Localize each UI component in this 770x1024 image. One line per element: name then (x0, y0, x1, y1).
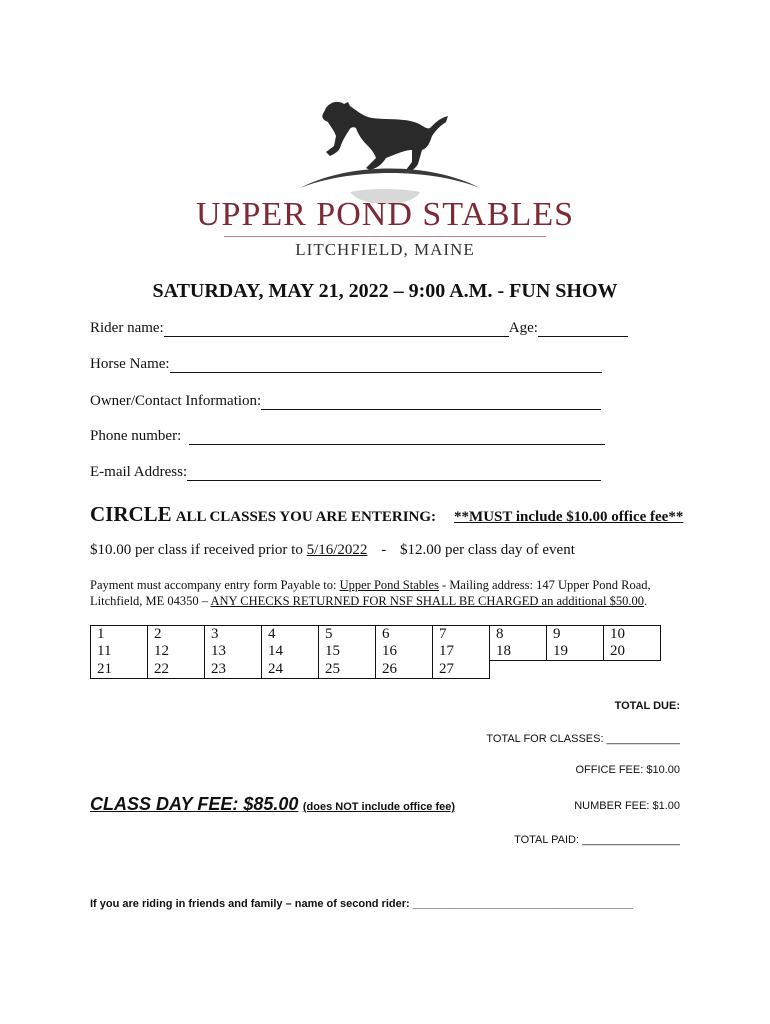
class-cell[interactable]: 27 (433, 661, 490, 679)
class-day-fee-label: CLASS DAY FEE: $85.00 (90, 794, 299, 814)
table-row (91, 643, 661, 661)
class-day-fee (90, 794, 455, 815)
second-rider-field[interactable]: If you are riding in friends and family – name of second rider: ____________________________________ (90, 898, 633, 910)
class-cell[interactable]: 21 (91, 661, 148, 679)
payment-text-1: Payment must accompany entry form Payable to: (90, 578, 337, 592)
class-cell[interactable]: 13 (205, 643, 262, 661)
classes-table (90, 625, 661, 679)
rider-name-label: Rider name: (90, 320, 164, 336)
horse-logo-icon (290, 92, 490, 212)
class-cell[interactable]: 7 (433, 626, 490, 644)
age-field[interactable] (538, 321, 628, 337)
class-cell[interactable]: 8 (490, 626, 547, 644)
owner-contact-label: Owner/Contact Information: (90, 393, 262, 409)
owner-contact-row (90, 393, 601, 410)
class-cell[interactable]: 20 (604, 643, 661, 661)
empty-cell (490, 661, 547, 679)
horse-name-label: Horse Name: (90, 356, 170, 372)
payment-end: . (643, 594, 648, 608)
class-cell[interactable]: 19 (547, 643, 604, 661)
class-cell[interactable]: 10 (604, 626, 661, 644)
total-for-classes: TOTAL FOR CLASSES: ____________ (486, 733, 680, 745)
class-cell[interactable]: 25 (319, 661, 376, 679)
table-row (91, 626, 661, 644)
payable-to-name: Upper Pond Stables (339, 578, 439, 592)
brand-divider (224, 236, 546, 237)
office-fee: OFFICE FEE: $10.00 (575, 764, 680, 776)
class-cell[interactable]: 23 (205, 661, 262, 679)
phone-label: Phone number: (90, 428, 182, 444)
number-fee: NUMBER FEE: $1.00 (574, 800, 680, 812)
email-row (90, 464, 601, 481)
early-price-text: $10.00 per class if received prior to (90, 542, 303, 558)
day-of-price-text: $12.00 per class day of event (399, 542, 575, 558)
payment-text-2: - Mailing address: 147 Upper Pond Road, Litchfield, ME 04350 – (90, 578, 651, 608)
class-cell[interactable]: 4 (262, 626, 319, 644)
class-cell[interactable]: 17 (433, 643, 490, 661)
class-cell[interactable]: 11 (91, 643, 148, 661)
class-cell[interactable]: 16 (376, 643, 433, 661)
phone-row (90, 428, 605, 445)
horse-name-field[interactable] (170, 357, 602, 373)
circle-label: CIRCLE (90, 502, 172, 526)
classes-entering-label: ALL CLASSES YOU ARE ENTERING: (175, 509, 437, 525)
empty-cell (547, 661, 604, 679)
pricing-row (90, 542, 575, 559)
class-cell[interactable]: 5 (319, 626, 376, 644)
owner-contact-field[interactable] (261, 394, 601, 410)
class-day-fee-note: (does NOT include office fee) (302, 801, 456, 813)
office-fee-requirement: **MUST include $10.00 office fee** (454, 509, 684, 525)
class-cell[interactable]: 2 (148, 626, 205, 644)
class-cell[interactable]: 24 (262, 661, 319, 679)
class-cell[interactable]: 9 (547, 626, 604, 644)
class-cell[interactable]: 6 (376, 626, 433, 644)
horse-name-row (90, 356, 602, 373)
class-cell[interactable]: 3 (205, 626, 262, 644)
class-cell[interactable]: 1 (91, 626, 148, 644)
rider-name-field[interactable] (164, 321, 509, 337)
payment-instructions (90, 577, 690, 609)
nsf-warning: ANY CHECKS RETURNED FOR NSF SHALL BE CHARGED an additional $50.00 (210, 594, 644, 608)
brand-location: LITCHFIELD, MAINE (295, 240, 475, 259)
early-deadline-date: 5/16/2022 (306, 542, 368, 558)
email-field[interactable] (187, 465, 601, 481)
phone-field[interactable] (189, 429, 605, 445)
rider-name-row (90, 320, 628, 337)
age-label: Age: (508, 320, 538, 336)
circle-classes-row (90, 502, 683, 527)
class-cell[interactable]: 14 (262, 643, 319, 661)
class-cell[interactable]: 22 (148, 661, 205, 679)
class-cell[interactable]: 12 (148, 643, 205, 661)
total-due-label: TOTAL DUE: (614, 700, 680, 712)
class-cell[interactable]: 26 (376, 661, 433, 679)
brand-name: UPPER POND STABLES (195, 196, 575, 233)
total-paid: TOTAL PAID: ________________ (514, 834, 680, 846)
class-cell[interactable]: 15 (319, 643, 376, 661)
pricing-separator: - (381, 542, 387, 558)
email-label: E-mail Address: (90, 464, 188, 480)
page-title: SATURDAY, MAY 21, 2022 – 9:00 A.M. - FUN SHOW (152, 280, 618, 302)
empty-cell (604, 661, 661, 679)
table-row (91, 661, 661, 679)
class-cell[interactable]: 18 (490, 643, 547, 661)
